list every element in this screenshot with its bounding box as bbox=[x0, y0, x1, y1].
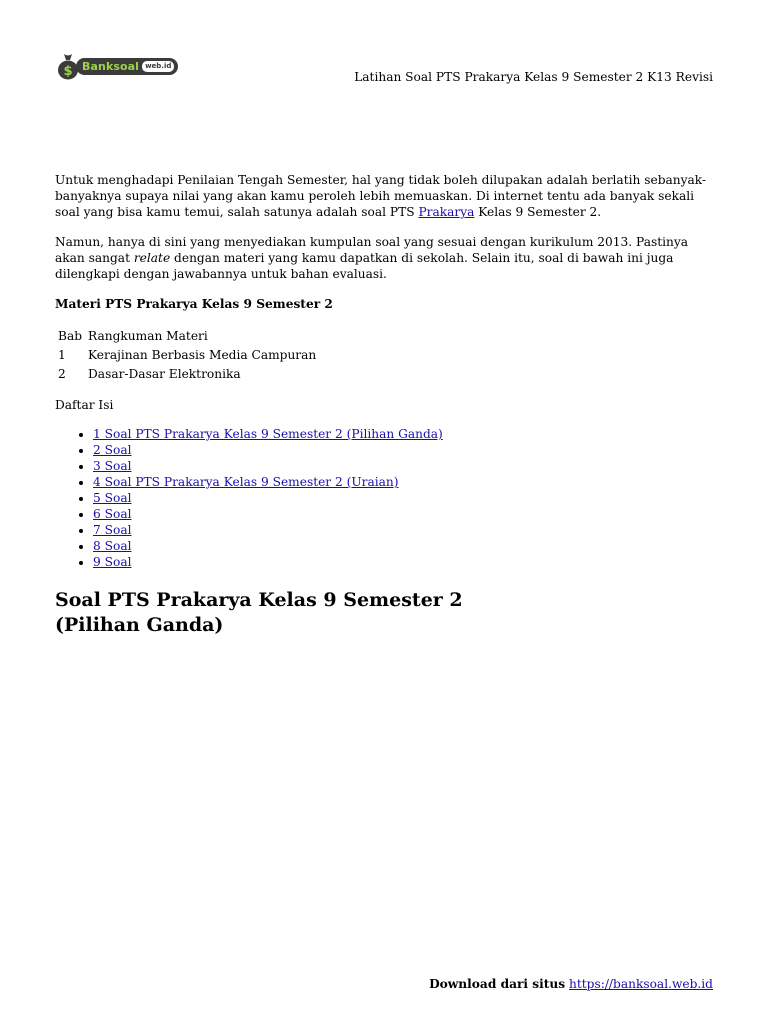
logo-brand-text: Banksoal bbox=[82, 59, 140, 73]
toc-link[interactable]: 6 Soal bbox=[93, 507, 132, 521]
table-header-row bbox=[55, 326, 319, 345]
document-header-title: Latihan Soal PTS Prakarya Kelas 9 Semester 2 K13 Revisi bbox=[354, 70, 713, 84]
table-cell-materi: Dasar-Dasar Elektronika bbox=[88, 366, 241, 381]
intro-p1-text-after: Kelas 9 Semester 2. bbox=[474, 205, 602, 219]
page-footer bbox=[429, 977, 713, 991]
table-cell-materi: Kerajinan Berbasis Media Campuran bbox=[88, 347, 317, 362]
toc-link[interactable]: 1 Soal PTS Prakarya Kelas 9 Semester 2 (Pilihan Ganda) bbox=[93, 427, 443, 441]
toc-link[interactable]: 5 Soal bbox=[93, 491, 132, 505]
toc-item bbox=[93, 474, 715, 490]
toc-link[interactable]: 8 Soal bbox=[93, 539, 132, 553]
intro-paragraph-2 bbox=[55, 234, 715, 282]
toc-link[interactable]: 3 Soal bbox=[93, 459, 132, 473]
toc-item bbox=[93, 442, 715, 458]
intro-p2-italic: relate bbox=[133, 251, 171, 265]
toc-link[interactable]: 9 Soal bbox=[93, 555, 132, 569]
svg-text:$: $ bbox=[63, 64, 73, 79]
toc-heading: Daftar Isi bbox=[55, 398, 114, 412]
table-row bbox=[55, 364, 319, 383]
intro-paragraph-1 bbox=[55, 172, 715, 220]
logo-tag-text: web.id bbox=[142, 61, 174, 72]
article-body bbox=[55, 172, 715, 638]
table-row bbox=[55, 345, 319, 364]
table-header-bab: Bab bbox=[58, 328, 83, 343]
toc-item bbox=[93, 426, 715, 442]
footer-site-link[interactable]: https://banksoal.web.id bbox=[569, 977, 713, 991]
toc-link[interactable]: 7 Soal bbox=[93, 523, 132, 537]
toc-item bbox=[93, 458, 715, 474]
section-heading: Soal PTS Prakarya Kelas 9 Semester 2 (Pilihan Ganda) bbox=[55, 589, 463, 636]
intro-p2-text-after: dengan materi yang kamu dapatkan di sekolah. Selain itu, soal di bawah ini juga dilengkapi dengan jawabannya untuk bahan evaluasi. bbox=[55, 251, 674, 281]
intro-p1-text-before: Untuk menghadapi Penilaian Tengah Semester, hal yang tidak boleh dilupakan adalah berlatih sebanyak-banyaknya supaya nilai yang akan kamu peroleh lebih memuaskan. Di internet tentu ada banyak sekali soal yang bisa kamu temui, salah satunya adalah soal PTS bbox=[55, 173, 707, 219]
table-of-contents bbox=[55, 426, 715, 570]
table-header-rangkuman: Rangkuman Materi bbox=[88, 328, 208, 343]
toc-item bbox=[93, 554, 715, 570]
materi-table bbox=[55, 326, 319, 383]
footer-label: Download dari situs bbox=[429, 977, 566, 991]
toc-item bbox=[93, 522, 715, 538]
toc-item bbox=[93, 538, 715, 554]
site-logo[interactable] bbox=[56, 52, 178, 80]
prakarya-link[interactable]: Prakarya bbox=[418, 205, 475, 219]
toc-link[interactable]: 4 Soal PTS Prakarya Kelas 9 Semester 2 (Uraian) bbox=[93, 475, 399, 489]
materi-heading: Materi PTS Prakarya Kelas 9 Semester 2 bbox=[55, 297, 333, 311]
toc-item bbox=[93, 506, 715, 522]
table-cell-bab: 1 bbox=[58, 347, 66, 362]
toc-item bbox=[93, 490, 715, 506]
table-cell-bab: 2 bbox=[58, 366, 66, 381]
toc-link[interactable]: 2 Soal bbox=[93, 443, 132, 457]
intro-p2-text-before: Namun, hanya di sini yang menyediakan kumpulan soal yang sesuai dengan kurikulum 2013. Pastinya akan sangat bbox=[55, 235, 689, 265]
logo-wordmark bbox=[76, 58, 178, 75]
